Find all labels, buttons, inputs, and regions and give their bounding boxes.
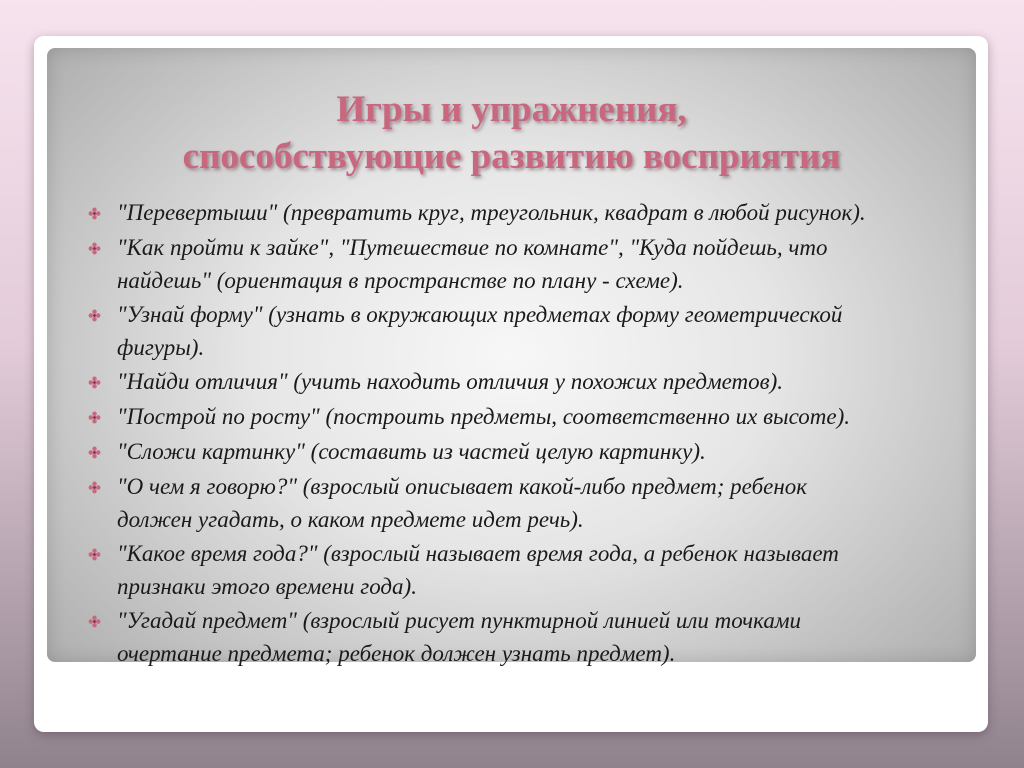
list-item bbox=[88, 196, 958, 230]
list-item-text: найдешь" (ориентация в пространстве по плану - схеме). bbox=[117, 268, 684, 293]
slide-title-line-2: способствующие развитию восприятия bbox=[182, 136, 841, 177]
list-item bbox=[88, 365, 958, 399]
diamond-fleur-bullet-icon bbox=[88, 411, 101, 424]
diamond-fleur-bullet-icon bbox=[88, 242, 101, 255]
list-item-text: "Построй по росту" (построить предметы, соответственно их высоте). bbox=[117, 404, 851, 429]
list-item bbox=[88, 400, 958, 434]
list-item-text: признаки этого времени года). bbox=[117, 574, 417, 599]
slide-title bbox=[47, 86, 976, 180]
diamond-fleur-bullet-icon bbox=[88, 615, 101, 628]
list-item bbox=[88, 231, 958, 297]
game-list bbox=[88, 196, 958, 671]
list-item-text: должен угадать, о каком предмете идет речь). bbox=[117, 507, 584, 532]
list-item-text: "О чем я говорю?" (взрослый описывает какой-либо предмет; ребенок bbox=[117, 474, 808, 499]
list-item-text: "Какое время года?" (взрослый называет время года, а ребенок называет bbox=[117, 541, 839, 566]
list-item-text: "Как пройти к зайке", "Путешествие по комнате", "Куда пойдешь, что bbox=[117, 235, 828, 260]
list-item-text: фигуры). bbox=[117, 335, 205, 360]
list-item bbox=[88, 537, 958, 603]
list-item bbox=[88, 298, 958, 364]
list-item-text: "Узнай форму" (узнать в окружающих предметах форму геометрической bbox=[117, 302, 843, 327]
list-item bbox=[88, 435, 958, 469]
list-item-text: очертание предмета; ребенок должен узнать предмет). bbox=[117, 641, 676, 666]
list-item-text: "Угадай предмет" (взрослый рисует пунктирной линией или точками bbox=[117, 608, 801, 633]
list-item bbox=[88, 470, 958, 536]
diamond-fleur-bullet-icon bbox=[88, 376, 101, 389]
list-item-text: "Найди отличия" (учить находить отличия у похожих предметов). bbox=[117, 369, 784, 394]
list-item-text: "Сложи картинку" (составить из частей целую картинку). bbox=[117, 439, 706, 464]
diamond-fleur-bullet-icon bbox=[88, 446, 101, 459]
diamond-fleur-bullet-icon bbox=[88, 481, 101, 494]
list-item bbox=[88, 604, 958, 670]
diamond-fleur-bullet-icon bbox=[88, 207, 101, 220]
slide-title-line-1: Игры и упражнения, bbox=[336, 89, 687, 130]
list-item-text: "Перевертыши" (превратить круг, треугольник, квадрат в любой рисунок). bbox=[117, 200, 866, 225]
diamond-fleur-bullet-icon bbox=[88, 548, 101, 561]
diamond-fleur-bullet-icon bbox=[88, 309, 101, 322]
